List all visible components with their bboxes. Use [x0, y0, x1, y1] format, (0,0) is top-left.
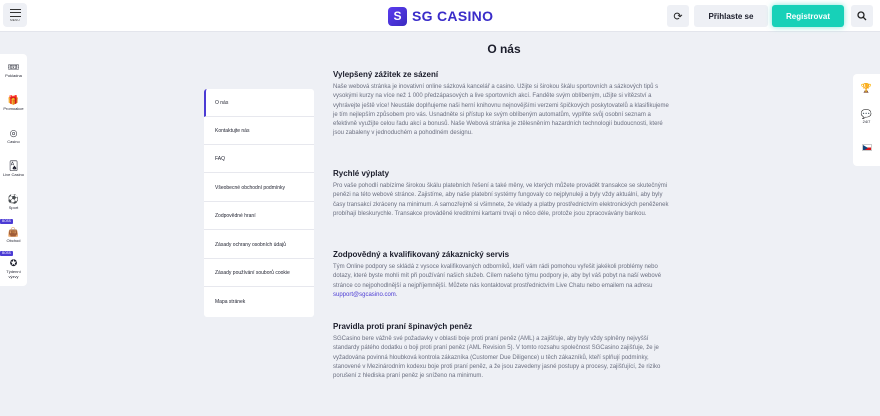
refresh-button[interactable] [667, 5, 689, 27]
live-chat-button[interactable] [853, 109, 880, 124]
nav-item-kontaktujte-nas[interactable]: Kontaktujte nás [204, 117, 314, 145]
nav-item-obchodni-podminky[interactable]: Všeobecné obchodní podmínky [204, 174, 314, 202]
sidebar-item-label: Pokladna [5, 73, 22, 78]
sidebar-item-casino[interactable] [0, 128, 27, 144]
sidebar-item-label: Týdenní výzvy [6, 269, 21, 279]
section-body: Naše webová stránka je inovativní online sázková kancelář a casino. Užijte si širokou škálu sportovních a sázkových tipů s vysokými kurzy na více než 1 000 předzápasových a live sportovních akcí. Fanděte svým oblíbeným, užijte si vítězství a vyhrávejte ještě více! Neustále doplňujeme naši herní knihovnu nejnovějšími verzemi špičkových poskytovatelů a klasifikujeme je tím nejlepším způsobem pro vás. Usnadněte si přístup ke svým oblíbeným automatům, vyplňte svůj osobní seznam a efektivně využijte celou řadu akcí a bonusů. Naše Webová stránka je ztělesněním hazardních technologií budoucnosti, které jsou zabaleny v jednoduchém a pohodlném designu. [333, 84, 669, 137]
sidebar-item-obchod[interactable] [0, 227, 27, 243]
menu-label: MENU [10, 17, 20, 22]
ticket-icon: 🎟 [7, 62, 20, 72]
section-vylepseny-zazitek [333, 70, 675, 139]
section-body: Pro vaše pohodlí nabízíme širokou škálu platebních řešení a také měny, ve kterých můžete provádět transakce se skutečnými penězi na této webové stránce. Zajistíme, aby naše platební systémy fungovaly co nejplynuleji a byly vždy aktuální, aby byly časy transakcí zkráceny na minimum. A samozřejmě si všimnete, že vklady a platby prostřednictvím elektronických peněženek probíhají bleskurychle. Transakce prováděné kreditními kartami trvají o něco déle, protože jsou zpracovávány bankou. [333, 183, 669, 217]
sidebar-item-tydenni-vyzvy[interactable] [0, 258, 27, 279]
language-selector[interactable] [853, 144, 880, 151]
page-title: O nás [487, 42, 521, 56]
boss-badge: BOSS [0, 251, 13, 256]
menu-button[interactable] [3, 3, 27, 27]
top-bar [0, 0, 880, 32]
nav-item-cookies[interactable]: Zásady používání souborů cookie [204, 259, 314, 287]
sidebar-item-label: Promoakce [3, 106, 24, 111]
support-hours-label: 24/7 [862, 119, 871, 124]
sidebar-item-live-casino[interactable] [0, 161, 27, 177]
sidebar-item-label: Sport [8, 205, 19, 210]
right-sidebar [853, 74, 880, 166]
section-title: Vylepšený zážitek ze sázení [333, 70, 439, 79]
sidebar-item-pokladna[interactable] [0, 62, 27, 78]
nav-item-mapa-stranek[interactable]: Mapa stránek [215, 299, 246, 305]
section-title: Rychlé výplaty [333, 169, 390, 178]
section-title: Pravidla proti praní špinavých peněz [333, 322, 473, 331]
left-sidebar [0, 54, 27, 286]
sidebar-item-label: Casino [7, 139, 20, 144]
trophy-wheel-icon: ✪ [9, 258, 18, 268]
login-button[interactable]: Přihlaste se [694, 5, 768, 27]
section-title: Zodpovědný a kvalifikovaný zákaznický servis [333, 250, 510, 259]
logo-mark: S [388, 7, 407, 26]
cards-icon: 🂡 [8, 161, 19, 171]
hamburger-icon [10, 9, 21, 17]
info-navigation [204, 89, 314, 317]
logo[interactable] [388, 6, 493, 26]
section-body-tail: . [395, 291, 398, 298]
sidebar-item-promoakce[interactable] [0, 95, 27, 111]
nav-item-o-nas[interactable]: O nás [204, 89, 314, 117]
logo-text: SG CASINO [412, 8, 494, 24]
section-body: SGCasino bere vážně své požadavky v oblasti boje proti praní peněz (AML) a zajišťuje, aby byly vždy splněny nejvyšší standardy pátého dodatku o boji proti praní peněz (AML Revision 5). V tomto rozsahu společnost SGCasino zajišťuje, že je vyžadována povinná hloubková kontrola zákazníka (Customer Due Diligence) u těch zákazníků, kteří splňují podmínky, stanovené v Mezinárodním kodexu boje proti praní peněz, a že jsou zavedeny jasné postupy a procesy, zajišťující, že riziko porušení z hlediska praní peněz je sníženo na minimum. [333, 336, 661, 380]
chat-icon: 💬 [860, 109, 873, 119]
bag-icon: 👜 [7, 227, 20, 237]
sidebar-item-label: Live Casino [3, 172, 24, 177]
nav-item-ochrana-udaju[interactable]: Zásady ochrany osobních údajů [204, 231, 314, 259]
register-button[interactable]: Registrovat [772, 5, 844, 27]
sidebar-item-sport[interactable] [0, 194, 27, 210]
gift-icon: 🎁 [7, 95, 20, 105]
rewards-button[interactable] [853, 83, 880, 93]
nav-item-faq[interactable]: FAQ [204, 145, 314, 173]
search-button[interactable] [851, 5, 873, 27]
section-aml [333, 322, 675, 381]
search-icon [857, 11, 867, 21]
czech-flag-icon [862, 144, 872, 151]
chip-icon: ◎ [9, 128, 18, 138]
section-rychle-vyplaty [333, 169, 675, 219]
section-body-text: Tým Online podpory se skládá z vysoce kvalifikovaných odborníků, kteří vám rádi pomohou vyřešit jakékoli problémy nebo dotazy, které byste mohli mít při používání našich služeb. Cílem našeho týmu podpory je, aby byl váš pobyt na naší webové stránce co nejpohodlnější a nejpříjemnější. Můžete nás kontaktovat prostřednictvím Live Chatu nebo emailem na adresu [333, 264, 662, 289]
trophy-icon: 🏆 [860, 83, 873, 93]
sidebar-item-label: Obchod [6, 238, 21, 243]
nav-item-zodpovedne-hrani[interactable]: Zodpovědné hraní [204, 202, 314, 230]
support-email-link[interactable]: support@sgcasino.com [333, 291, 396, 298]
section-zakaznicky-servis [333, 250, 675, 300]
boss-badge: BOSS [0, 219, 13, 224]
ball-icon: ⚽ [7, 194, 20, 204]
section-body [333, 263, 675, 300]
refresh-icon: ⟳ [673, 10, 683, 23]
